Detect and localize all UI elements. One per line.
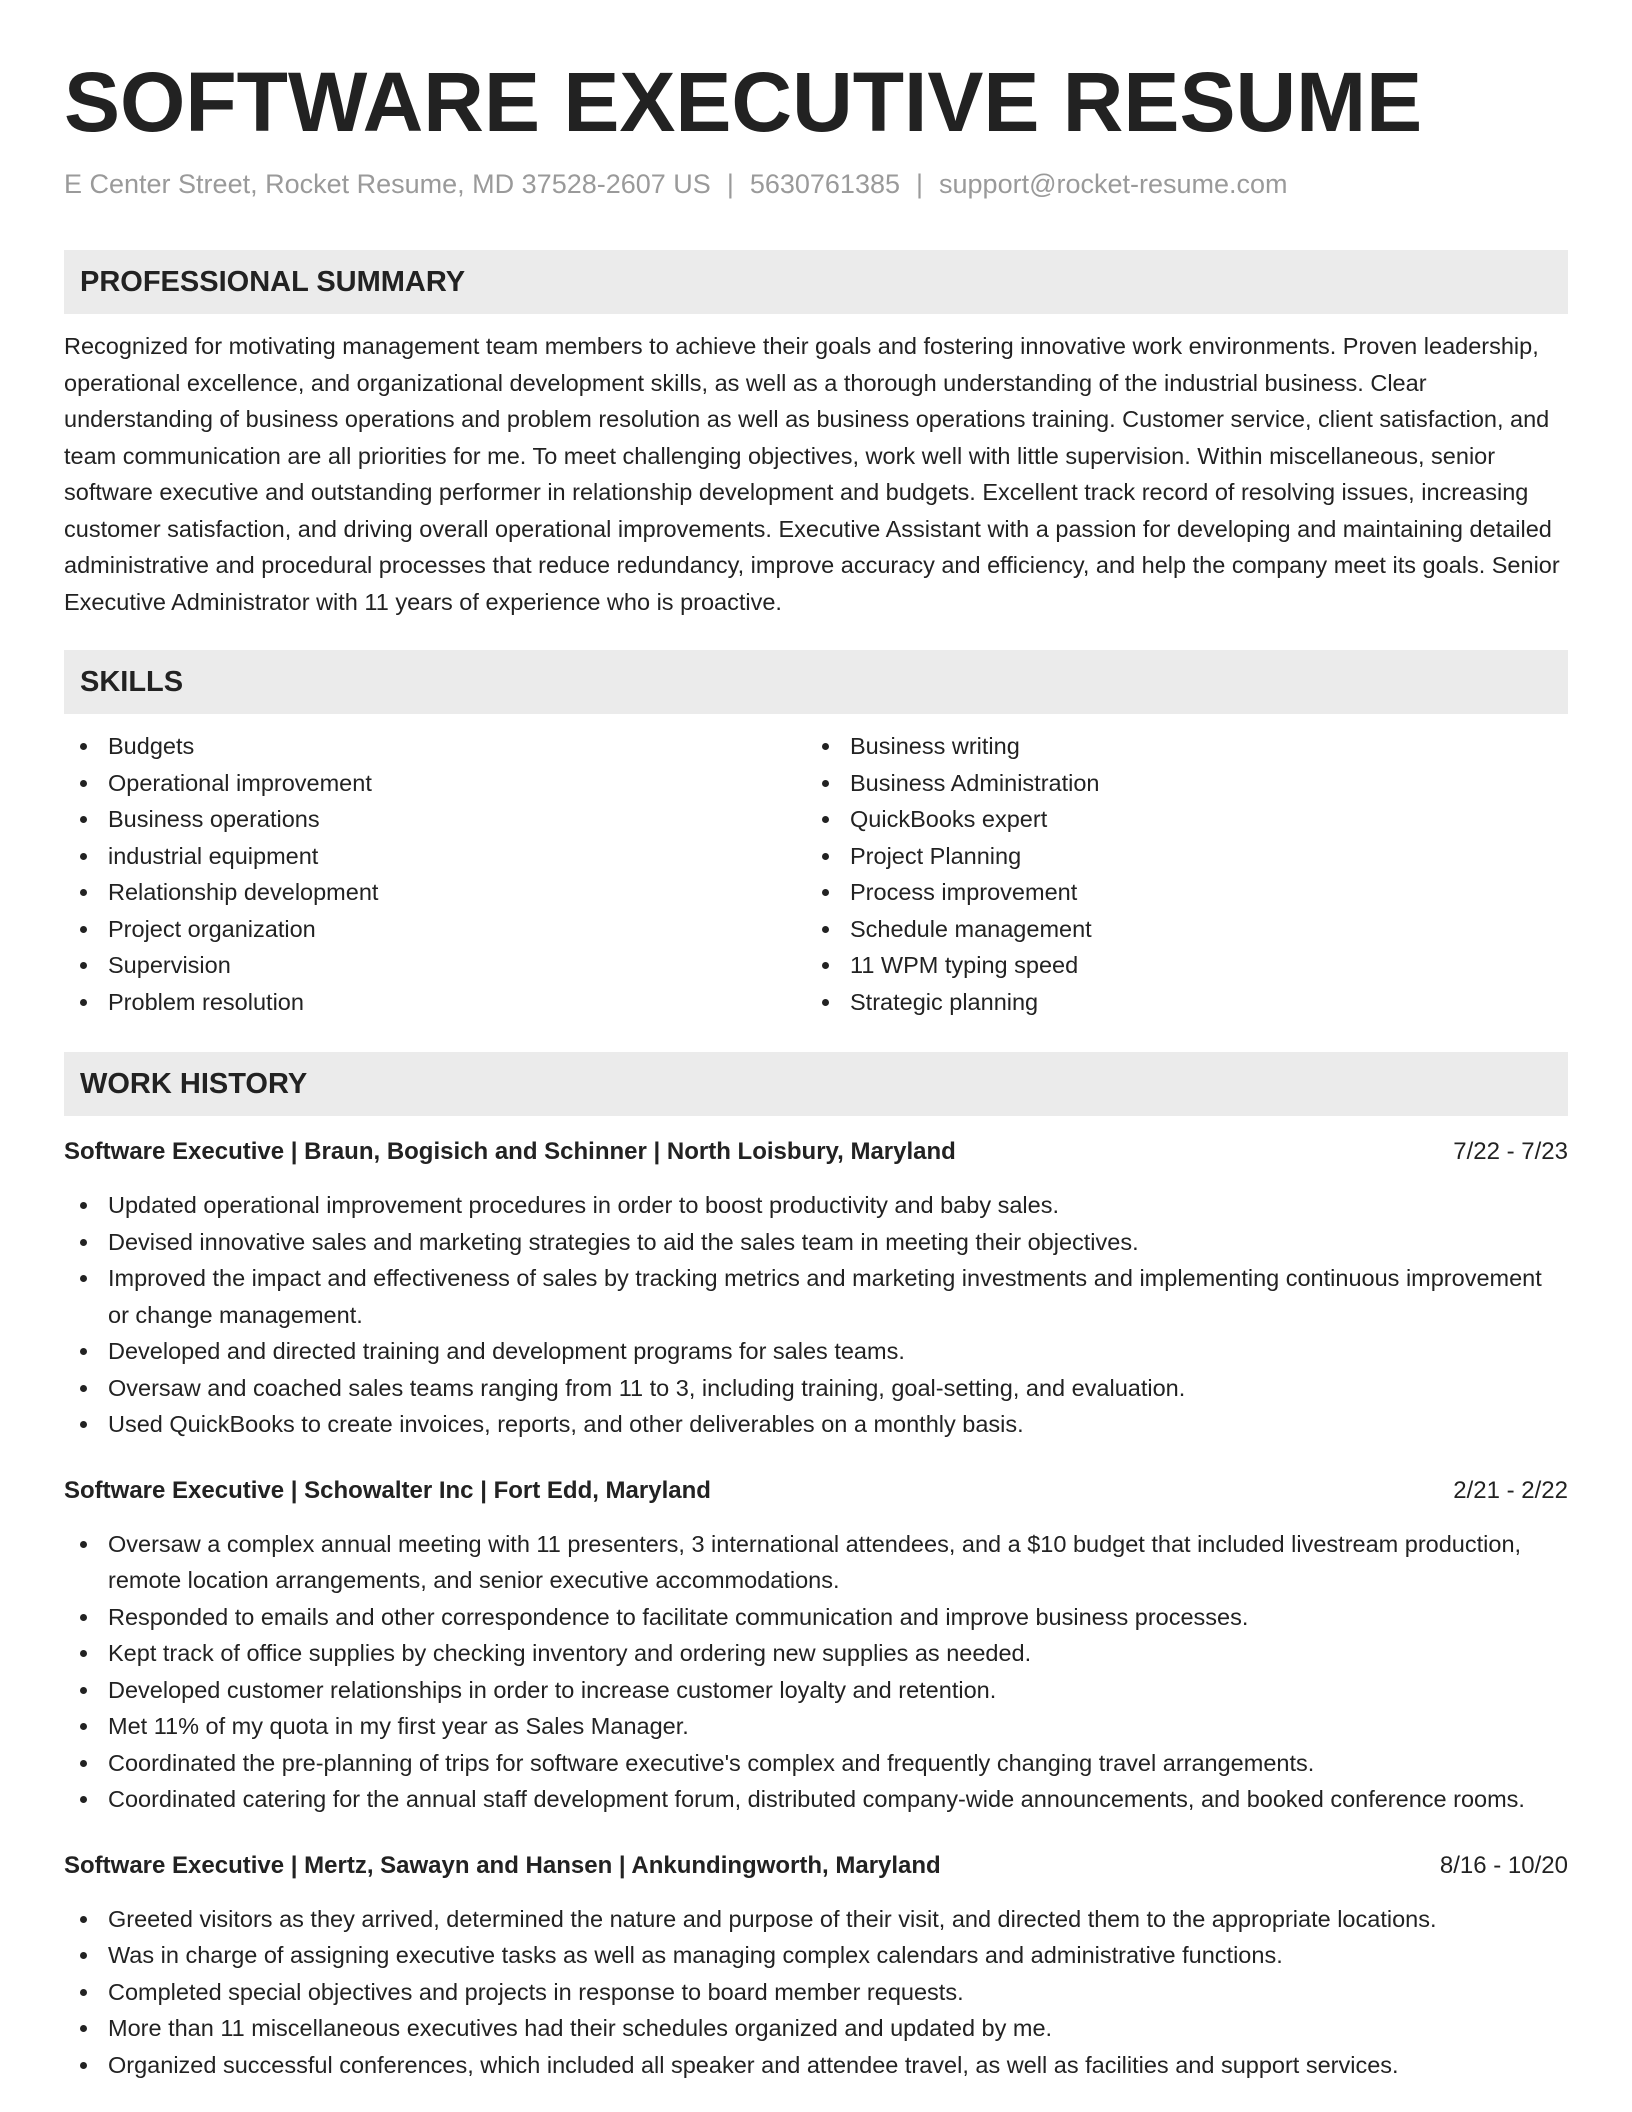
skills-list xyxy=(64,728,1568,1020)
contact-phone: 5630761385 xyxy=(749,169,900,199)
summary-text: Recognized for motivating management team members to achieve their goals and fostering innovative work environments. Proven leadership, operational excellence, and organizational development skills, as well as a thorough understanding of the industrial business. Clear understanding of business operations and problem resolution as well as business operations training. Customer service, client satisfaction, and team communication are all priorities for me. To meet challenging objectives, work well with little supervision. Within miscellaneous, senior software executive and outstanding performer in relationship development and budgets. Excellent track record of resolving issues, increasing customer satisfaction, and driving overall operational improvements. Executive Assistant with a passion for developing and maintaining detailed administrative and procedural processes that reduce redundancy, improve accuracy and efficiency, and help the company meet its goals. Senior Executive Administrator with 11 years of experience who is proactive. xyxy=(64,333,1560,615)
job-bullets xyxy=(64,1187,1568,1443)
job-bullet: Updated operational improvement procedures in order to boost productivity and baby sales. xyxy=(64,1187,1568,1224)
skill-item: Business writing xyxy=(806,728,1548,765)
resume-title: SOFTWARE EXECUTIVE RESUME xyxy=(64,55,1423,149)
skill-item: Strategic planning xyxy=(806,984,1548,1021)
job-bullet: Developed customer relationships in order to increase customer loyalty and retention. xyxy=(64,1672,1568,1709)
job-entry xyxy=(64,1473,1568,1818)
skills-heading: SKILLS xyxy=(64,650,1568,714)
job-title: Software Executive | Schowalter Inc | Fort Edd, Maryland xyxy=(64,1476,711,1504)
job-bullet: Used QuickBooks to create invoices, reports, and other deliverables on a monthly basis. xyxy=(64,1406,1568,1443)
job-bullet: Devised innovative sales and marketing strategies to aid the sales team in meeting their objectives. xyxy=(64,1224,1568,1261)
job-dates: 8/16 - 10/20 xyxy=(1439,1851,1568,1879)
job-bullet: More than 11 miscellaneous executives had their schedules organized and updated by me. xyxy=(64,2010,1568,2047)
skill-item: Relationship development xyxy=(64,874,806,911)
skill-item: 11 WPM typing speed xyxy=(806,947,1548,984)
contact-separator: | xyxy=(916,169,924,199)
job-bullet: Coordinated catering for the annual staff development forum, distributed company-wide announcements, and booked conference rooms. xyxy=(64,1781,1568,1818)
job-title: Software Executive | Mertz, Sawayn and Hansen | Ankundingworth, Maryland xyxy=(64,1851,941,1879)
job-bullet: Greeted visitors as they arrived, determined the nature and purpose of their visit, and directed them to the appropriate locations. xyxy=(64,1901,1568,1938)
skill-item: Supervision xyxy=(64,947,806,984)
skills-column-left xyxy=(64,728,806,1020)
skill-item: Project organization xyxy=(64,911,806,948)
skill-item: Project Planning xyxy=(806,838,1548,875)
work-history-heading: WORK HISTORY xyxy=(64,1052,1568,1116)
job-bullet: Organized successful conferences, which included all speaker and attendee travel, as well as facilities and support services. xyxy=(64,2047,1568,2084)
job-bullet: Was in charge of assigning executive tasks as well as managing complex calendars and administrative functions. xyxy=(64,1937,1568,1974)
job-bullet: Oversaw a complex annual meeting with 11 presenters, 3 international attendees, and a $10 budget that included livestream production, remote location arrangements, and senior executive accommodations. xyxy=(64,1526,1568,1599)
contact-separator: | xyxy=(726,169,734,199)
job-entry xyxy=(64,1848,1568,2084)
skills-column-right xyxy=(806,728,1548,1020)
skill-item: Budgets xyxy=(64,728,806,765)
job-entry xyxy=(64,1134,1568,1443)
job-bullet: Kept track of office supplies by checking inventory and ordering new supplies as needed. xyxy=(64,1635,1568,1672)
skill-item: QuickBooks expert xyxy=(806,801,1548,838)
contact-address: E Center Street, Rocket Resume, MD 37528-2607 US xyxy=(64,169,711,199)
job-bullet: Completed special objectives and projects in response to board member requests. xyxy=(64,1974,1568,2011)
resume-page xyxy=(64,52,1568,2083)
contact-email: support@rocket-resume.com xyxy=(939,169,1288,199)
job-bullets xyxy=(64,1526,1568,1818)
job-header xyxy=(64,1473,1568,1509)
job-bullet: Improved the impact and effectiveness of sales by tracking metrics and marketing investments and implementing continuous improvement or change management. xyxy=(64,1260,1568,1333)
job-header xyxy=(64,1134,1568,1170)
skill-item: Business Administration xyxy=(806,765,1548,802)
job-dates: 2/21 - 2/22 xyxy=(1453,1476,1568,1504)
skill-item: Problem resolution xyxy=(64,984,806,1021)
job-dates: 7/22 - 7/23 xyxy=(1453,1138,1568,1165)
job-bullet: Responded to emails and other correspondence to facilitate communication and improve business processes. xyxy=(64,1599,1568,1636)
job-bullet: Oversaw and coached sales teams ranging from 11 to 3, including training, goal-setting, and evaluation. xyxy=(64,1370,1568,1407)
job-title: Software Executive | Braun, Bogisich and Schinner | North Loisbury, Maryland xyxy=(64,1138,956,1165)
skill-item: Process improvement xyxy=(806,874,1548,911)
skill-item: Schedule management xyxy=(806,911,1548,948)
job-bullet: Developed and directed training and development programs for sales teams. xyxy=(64,1333,1568,1370)
summary-heading: PROFESSIONAL SUMMARY xyxy=(64,250,1568,314)
skill-item: Business operations xyxy=(64,801,806,838)
skill-item: industrial equipment xyxy=(64,838,806,875)
job-bullet: Coordinated the pre-planning of trips for software executive's complex and frequently changing travel arrangements. xyxy=(64,1745,1568,1782)
job-bullet: Met 11% of my quota in my first year as Sales Manager. xyxy=(64,1708,1568,1745)
contact-line xyxy=(64,166,1568,202)
skill-item: Operational improvement xyxy=(64,765,806,802)
job-header xyxy=(64,1848,1568,1884)
job-bullets xyxy=(64,1901,1568,2084)
